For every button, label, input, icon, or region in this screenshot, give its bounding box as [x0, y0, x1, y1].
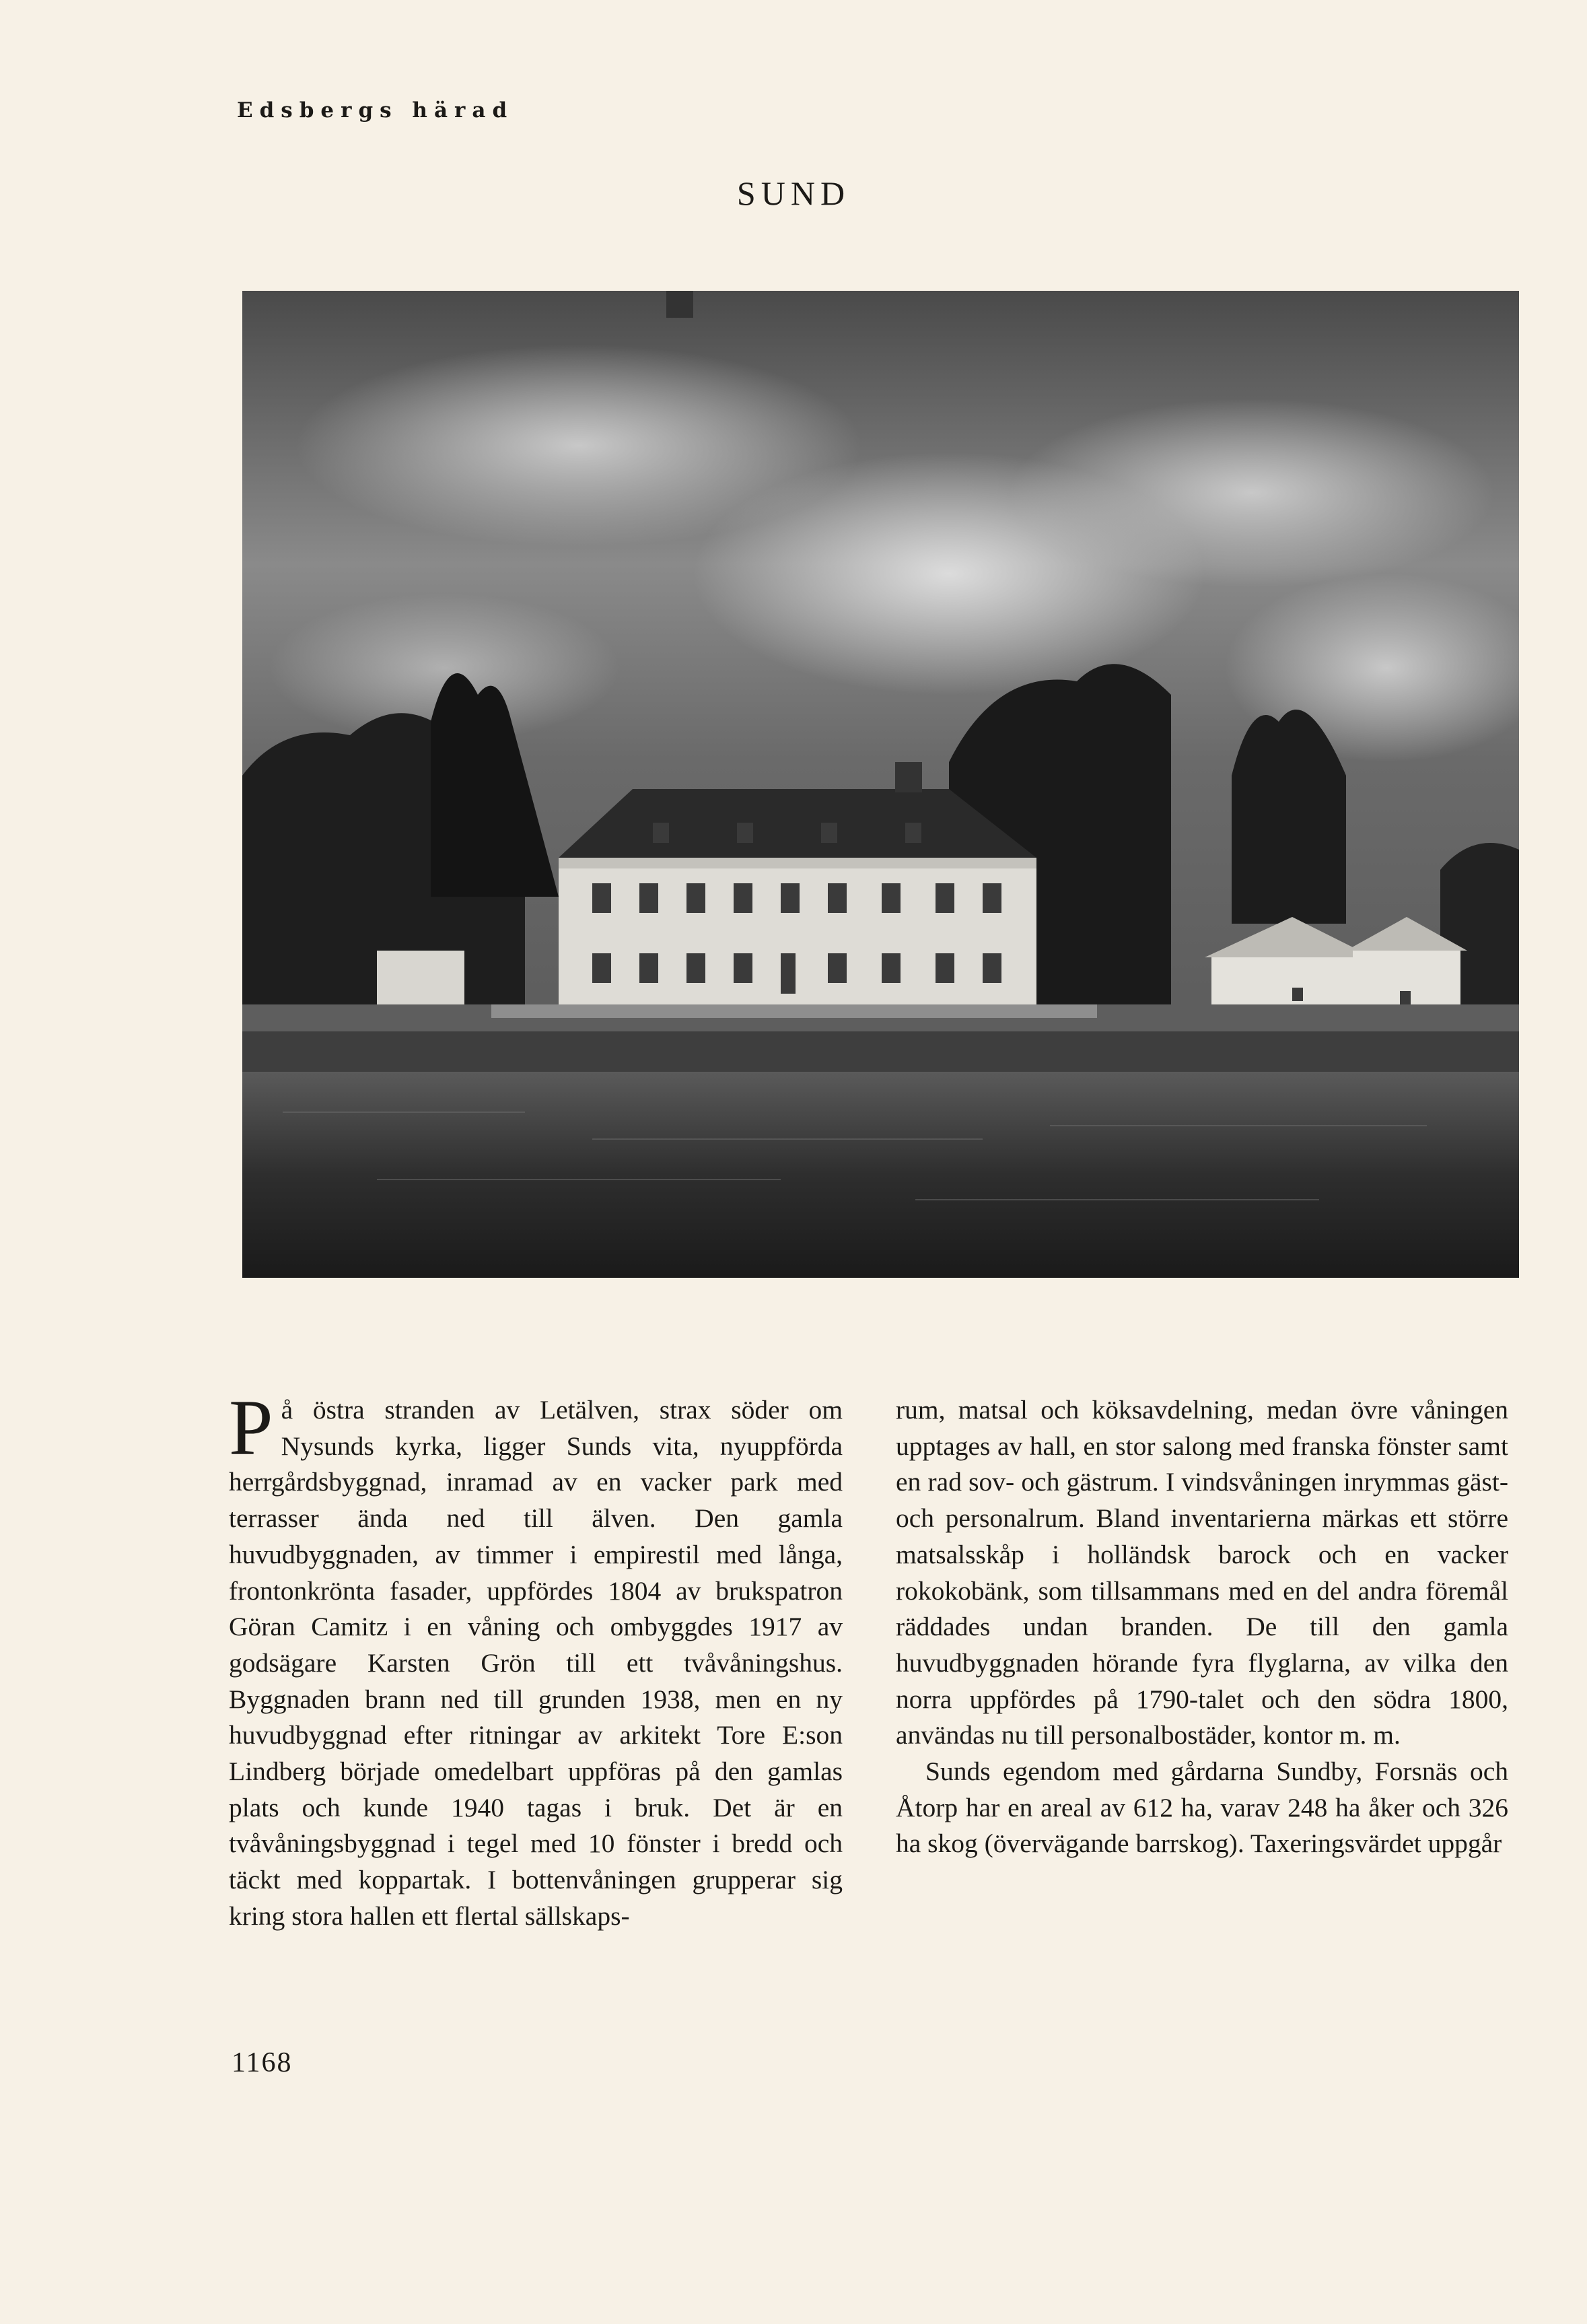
- paragraph-3: Sunds egendom med gårdarna Sundby, Forsnäs och Åtorp har en areal av 612 ha, varav 248 ha åker och 326 ha skog (övervägande barrskog). Taxeringsvärdet uppgår: [896, 1756, 1508, 1859]
- paragraph-2: rum, matsal och köksavdelning, medan övre våningen upptages av hall, en stor salong med franska fönster samt en rad sov- och gästrum. I vindsvåningen inrymmas gäst- och personalrum. Bland inventarierna märkas ett större matsalsskåp i holländsk barock och en vacker rokokobänk, som tillsammans med en del andra föremål räddades undan branden. De till den gamla huvudbyggnaden hörande fyra flyglarna, av vilka den norra uppfördes på 1790-talet och den södra 1800, användas nu till personalbostäder, kontor m. m.: [896, 1395, 1508, 1750]
- page-title: SUND: [736, 174, 851, 212]
- left-column-text: å östra stranden av Letälven, strax söder om Nysunds kyrka, ligger Sunds vita, nyuppförda herrgårdsbyggnad, inramad av en vacker park med terrasser ända ned till älven. Den gamla huvudbyggnaden, av timmer i empirestil med långa, frontonkrönta fasader, uppfördes 1804 av brukspatron Göran Camitz i en våning och ombyggdes 1917 av godsägare Karsten Grön till ett tvåvåningshus. Byggnaden brann ned till grunden 1938, men en ny huvudbyggnad efter ritningar av arkitekt Tore E:son Lindberg började omedelbart uppföras på den gamlas plats och kunde 1940 tagas i bruk. Det är en tvåvåningsbyggnad i tegel med 10 fönster i bredd och täckt med koppartak. I bottenvåningen grupperar sig kring stora hallen ett flertal sällskaps-: [229, 1395, 843, 1931]
- running-head: Edsbergs härad: [237, 98, 514, 123]
- text-column-left: [229, 1383, 843, 1935]
- page-number: 1168: [232, 2047, 293, 2078]
- text-column-right: [896, 1392, 1508, 1862]
- drop-cap: P: [229, 1383, 273, 1472]
- paragraph-1: [229, 1383, 843, 1935]
- manor-house-photo: [242, 291, 1519, 1278]
